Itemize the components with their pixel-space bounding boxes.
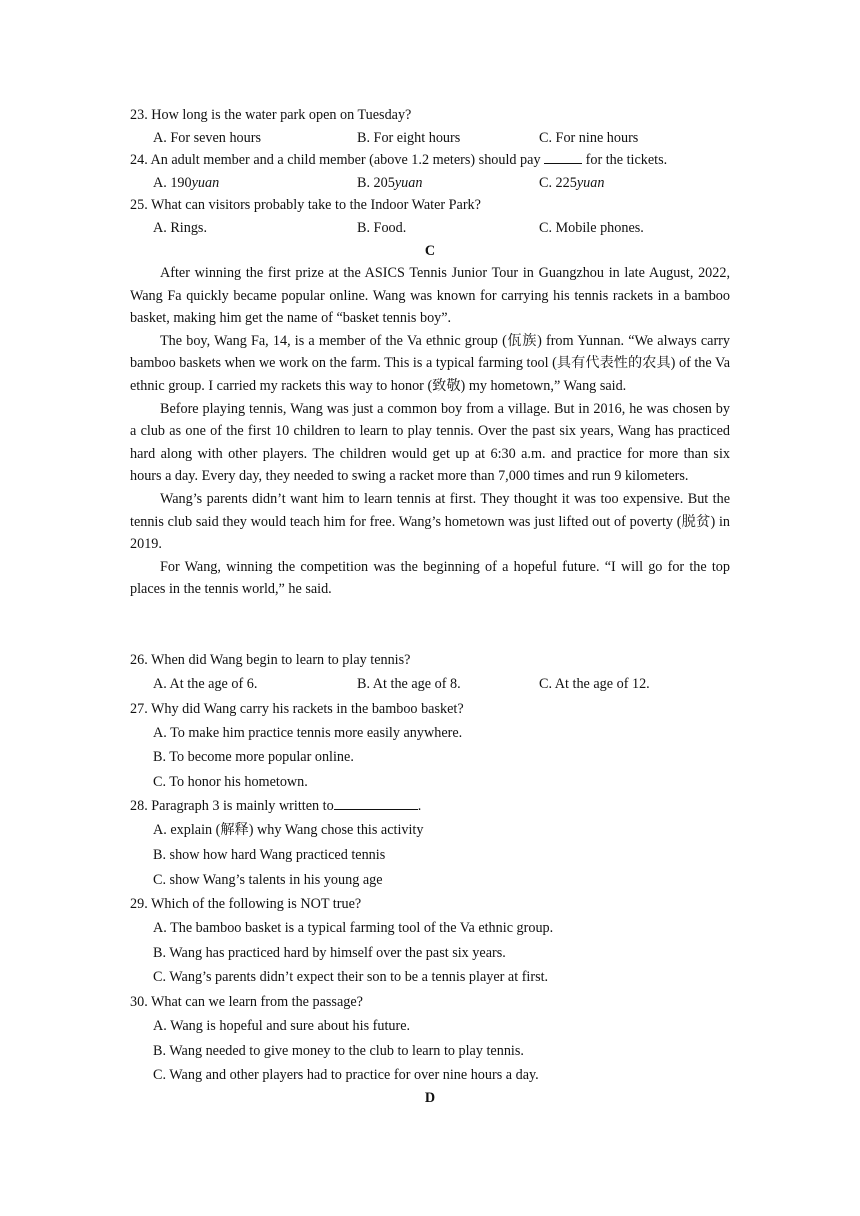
q25-stem: 25. What can visitors probably take to the Indoor Water Park? (130, 197, 481, 213)
q24-option-a: A. 190yuan (153, 174, 220, 191)
q24-option-c: C. 225yuan (539, 174, 605, 191)
q27-option-b: B. To become more popular online. (153, 749, 354, 766)
q24-stem: 24. An adult member and a child member (above 1.2 meters) should pay for the tickets. (130, 149, 730, 172)
q23-option-c: C. For nine hours (539, 129, 639, 146)
passage-paragraph-2: The boy, Wang Fa, 14, is a member of the Va ethnic group (佤族) from Yunnan. “We always carry bamboo baskets when we work on the farm. This is a typical farming tool (具有代表性的农具) of the Va ethnic group. I carried my rackets this way to honor (致敬) my hometown,” Wang said. (130, 332, 730, 394)
q27-stem: 27. Why did Wang carry his rackets in the bamboo basket? (130, 700, 464, 717)
q24-options (130, 172, 730, 195)
q29-stem: 29. Which of the following is NOT true? (130, 896, 362, 913)
q28-option-a: A. explain (解释) why Wang chose this activity (153, 822, 424, 839)
q24-blank (544, 149, 582, 164)
passage-paragraph-4: Wang’s parents didn’t want him to learn tennis at first. They thought it was too expensive. But the tennis club said they would teach him for free. Wang’s hometown was just lifted out of poverty (脱贫) in 2019. (130, 490, 730, 553)
q23-option-b: B. For eight hours (357, 129, 461, 146)
q28-option-c: C. show Wang’s talents in his young age (153, 871, 383, 888)
q25-option-b: B. Food. (357, 219, 407, 236)
q28-blank (334, 795, 418, 810)
section-c-passage (130, 262, 730, 601)
q27-option-c: C. To honor his hometown. (153, 773, 308, 790)
passage-paragraph-5: For Wang, winning the competition was the beginning of a hopeful future. “I will go for the top places in the tennis world,” he said. (130, 558, 730, 598)
q23-options (130, 127, 730, 150)
q29-option-c: C. Wang’s parents didn’t expect their son to be a tennis player at first. (153, 969, 549, 986)
q26-stem: 26. When did Wang begin to learn to play tennis? (130, 652, 411, 668)
q25-option-c: C. Mobile phones. (539, 219, 644, 236)
section-d-heading: D (424, 1090, 436, 1106)
passage-paragraph-1: After winning the first prize at the ASICS Tennis Junior Tour in Guangzhou in late August, 2022, Wang Fa quickly became popular online. Wang was known for carrying his tennis rackets in a bamboo basket, making him get the name of “basket tennis boy”. (130, 265, 730, 327)
q29-option-b: B. Wang has practiced hard by himself over the past six years. (153, 944, 506, 961)
q30-option-a: A. Wang is hopeful and sure about his future. (153, 1017, 411, 1034)
q24-option-b: B. 205yuan (357, 174, 423, 191)
q26-options (130, 672, 730, 697)
q23-stem: 23. How long is the water park open on Tuesday? (130, 107, 412, 123)
q26-option-c: C. At the age of 12. (539, 676, 650, 692)
q30-option-c: C. Wang and other players had to practice for over nine hours a day. (153, 1067, 539, 1084)
q27-option-a: A. To make him practice tennis more easily anywhere. (153, 724, 463, 741)
q28-option-b: B. show how hard Wang practiced tennis (153, 846, 386, 863)
q25-options (130, 217, 730, 240)
q26-option-b: B. At the age of 8. (357, 676, 461, 692)
q25-option-a: A. Rings. (153, 219, 207, 236)
q23-option-a: A. For seven hours (153, 129, 261, 146)
q28-stem: 28. Paragraph 3 is mainly written to . (130, 794, 730, 818)
q30-option-b: B. Wang needed to give money to the club to learn to play tennis. (153, 1042, 524, 1059)
section-b-tail (130, 104, 730, 239)
q29-option-a: A. The bamboo basket is a typical farming tool of the Va ethnic group. (153, 920, 554, 937)
passage-paragraph-3: Before playing tennis, Wang was just a common boy from a village. But in 2016, he was chosen by a club as one of the first 10 children to learn to play tennis. Over the past six years, Wang has practiced hard along with other players. The children would get up at 6:30 a.m. and practice for more than six hours a day. Every day, they needed to swing a racket more than 7,000 times and run 9 kilometers. (130, 400, 730, 485)
section-c-questions (130, 648, 730, 1088)
q30-stem: 30. What can we learn from the passage? (130, 993, 363, 1010)
q26-option-a: A. At the age of 6. (153, 676, 258, 692)
section-c-heading: C (424, 243, 436, 259)
